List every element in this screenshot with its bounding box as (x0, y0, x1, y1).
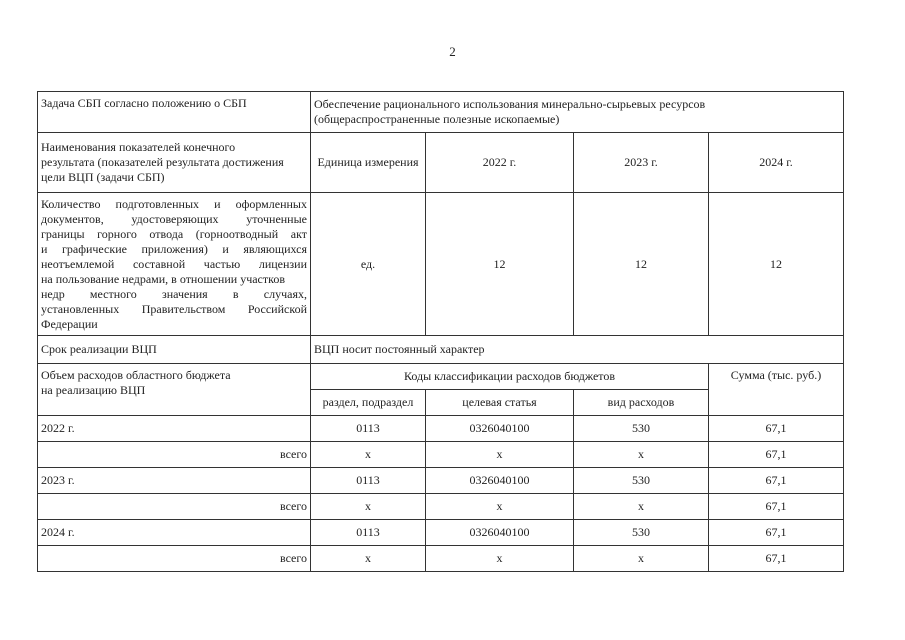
indicators-name-header (38, 133, 311, 193)
budget-row-label: всего (38, 442, 311, 468)
indicator-name-line: установленных Правительством Российской (41, 301, 307, 316)
task-row (38, 92, 844, 133)
budget-row-section: 0113 (311, 520, 426, 546)
term-row (38, 336, 844, 364)
task-label: Задача СБП согласно положению о СБП (38, 92, 311, 133)
budget-header-row (38, 364, 844, 390)
budget-row-sum: 67,1 (709, 468, 844, 494)
indicator-value-2023: 12 (574, 193, 709, 336)
budget-row-type: 530 (574, 468, 709, 494)
budget-row-label: 2024 г. (38, 520, 311, 546)
year-header-2023: 2023 г. (574, 133, 709, 193)
indicator-value-2024: 12 (709, 193, 844, 336)
program-passport-table (37, 91, 844, 572)
budget-row-article: x (426, 442, 574, 468)
budget-row (38, 416, 844, 442)
budget-row-label: всего (38, 494, 311, 520)
indicator-name-line: на пользование недрами, в отношении участков (41, 271, 286, 286)
task-value (311, 92, 844, 133)
indicator-unit: ед. (311, 193, 426, 336)
budget-row-article: x (426, 546, 574, 572)
budget-row-article: 0326040100 (426, 416, 574, 442)
budget-row-article: 0326040100 (426, 468, 574, 494)
budget-row-sum: 67,1 (709, 416, 844, 442)
indicators-header-line-3: цели ВЦП (задачи СБП) (41, 170, 165, 184)
budget-row-section: x (311, 546, 426, 572)
task-value-line-1: Обеспечение рационального использования минерально-сырьевых ресурсов (314, 97, 706, 111)
budget-row-sum: 67,1 (709, 442, 844, 468)
budget-total-row (38, 494, 844, 520)
indicator-value-2022: 12 (426, 193, 574, 336)
budget-row-sum: 67,1 (709, 520, 844, 546)
budget-row-article: x (426, 494, 574, 520)
budget-row-label: 2023 г. (38, 468, 311, 494)
budget-header (38, 364, 311, 416)
budget-header-line-2: на реализацию ВЦП (41, 383, 146, 397)
budget-total-row (38, 546, 844, 572)
budget-row-type: x (574, 442, 709, 468)
budget-row-sum: 67,1 (709, 546, 844, 572)
task-value-line-2: (общераспространенные полезные ископаемые) (314, 112, 560, 126)
budget-row-type: 530 (574, 416, 709, 442)
term-value: ВЦП носит постоянный характер (311, 336, 844, 364)
indicator-name-line: неотъемлемой составной частью лицензии (41, 256, 307, 271)
indicator-name (38, 193, 311, 336)
budget-row-type: x (574, 494, 709, 520)
year-header-2022: 2022 г. (426, 133, 574, 193)
budget-row (38, 468, 844, 494)
unit-header: Единица измерения (311, 133, 426, 193)
indicator-row (38, 193, 844, 336)
budget-row-section: x (311, 494, 426, 520)
indicator-name-line: границы горного отвода (горноотводный акт (41, 226, 307, 241)
budget-row-label: 2022 г. (38, 416, 311, 442)
indicator-name-line: документов, удостоверяющих уточненные (41, 211, 307, 226)
budget-row-section: 0113 (311, 468, 426, 494)
indicators-header-row (38, 133, 844, 193)
codes-header: Коды классификации расходов бюджетов (311, 364, 709, 390)
indicator-name-line: Количество подготовленных и оформленных (41, 196, 307, 211)
page-number: 2 (449, 44, 456, 59)
budget-row-section: x (311, 442, 426, 468)
budget-total-row (38, 442, 844, 468)
budget-row-label: всего (38, 546, 311, 572)
section-subheader: раздел, подраздел (311, 390, 426, 416)
budget-row-article: 0326040100 (426, 520, 574, 546)
budget-row-sum: 67,1 (709, 494, 844, 520)
indicator-name-line: недр местного значения в случаях, (41, 286, 307, 301)
term-label: Срок реализации ВЦП (38, 336, 311, 364)
indicator-name-line: Федерации (41, 316, 98, 331)
indicator-name-line: и графические приложения) и являющихся (41, 241, 307, 256)
budget-row-section: 0113 (311, 416, 426, 442)
type-subheader: вид расходов (574, 390, 709, 416)
year-header-2024: 2024 г. (709, 133, 844, 193)
sum-header: Сумма (тыс. руб.) (709, 364, 844, 416)
budget-row-type: 530 (574, 520, 709, 546)
indicators-header-line-1: Наименования показателей конечного (41, 140, 236, 154)
indicators-header-line-2: результата (показателей результата достижения (41, 155, 284, 169)
budget-row-type: x (574, 546, 709, 572)
article-subheader: целевая статья (426, 390, 574, 416)
budget-row (38, 520, 844, 546)
budget-header-line-1: Объем расходов областного бюджета (41, 368, 231, 382)
